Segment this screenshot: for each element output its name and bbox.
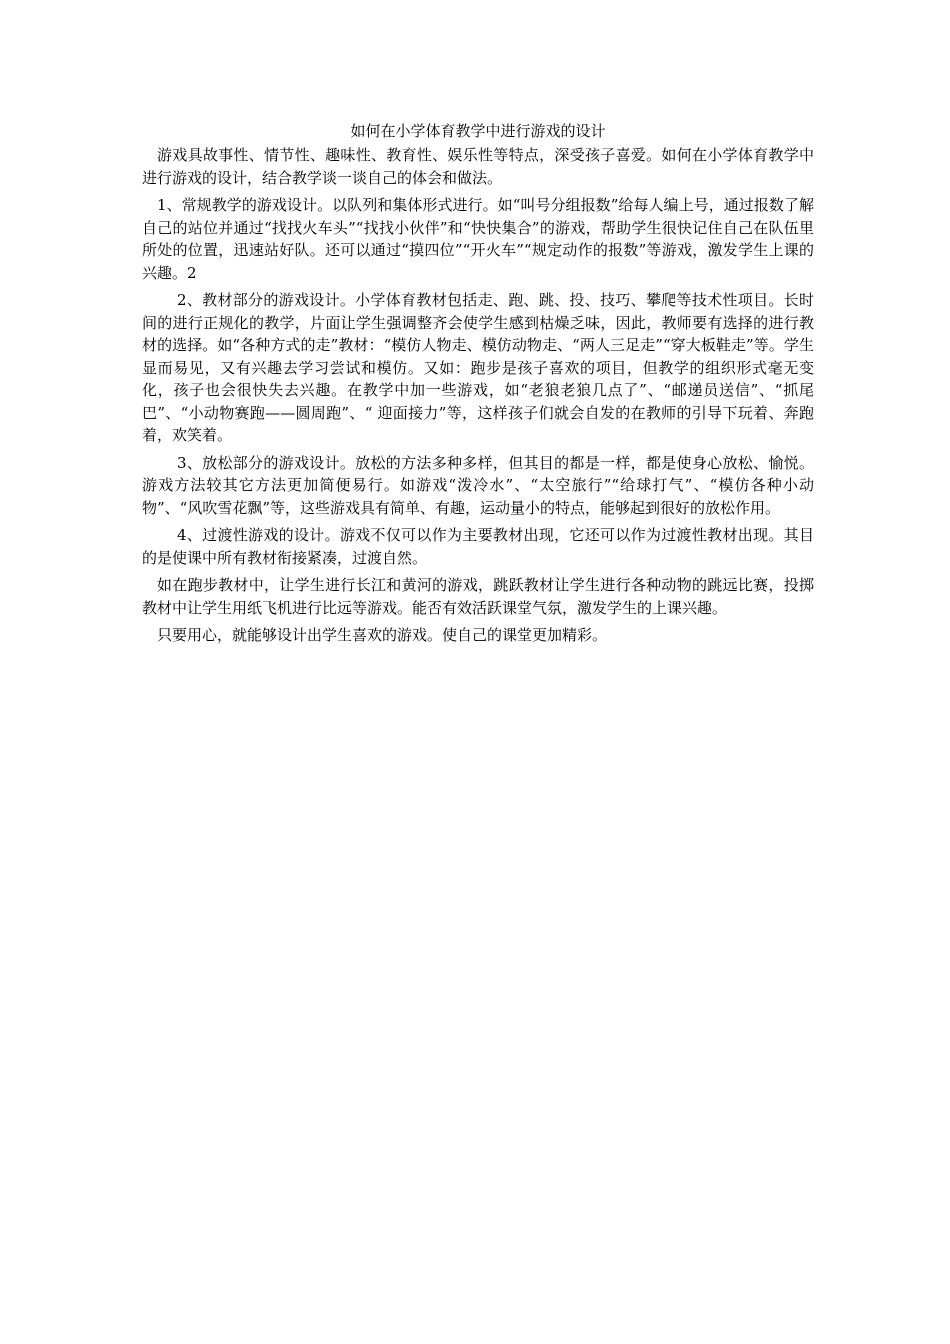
paragraph-transition-games: 4、过渡性游戏的设计。游戏不仅可以作为主要教材出现，它还可以作为过渡性教材出现。其目的是使课中所有教材衔接紧凑，过渡自然。	[142, 526, 814, 567]
paragraph-intro: 游戏具故事性、情节性、趣味性、教育性、娱乐性等特点，深受孩子喜爱。如何在小学体育教学中进行游戏的设计，结合教学谈一谈自己的体会和做法。	[142, 146, 814, 187]
paragraph-material-games: 2、教材部分的游戏设计。小学体育教材包括走、跑、跳、投、技巧、攀爬等技术性项目。长时间的进行正规化的教学，片面让学生强调整齐会使学生感到枯燥乏味，因此，教师要有选择的进行教材的选择。如“各种方式的走”教材：“模仿人物走、模仿动物走、“两人三足走”“穿大板鞋走”等。学生显而易见，又有兴趣去学习尝试和模仿。又如：跑步是孩子喜欢的项目，但教学的组织形式毫无变化，孩子也会很快失去兴趣。在教学中加一些游戏，如“老狼老狼几点了”、“邮递员送信”、“抓尾巴”、“小动物赛跑——圆周跑”、“ 迎面接力”等，这样孩子们就会自发的在教师的引导下玩着、奔跑着，欢笑着。	[142, 291, 814, 444]
paragraph-examples: 如在跑步教材中，让学生进行长江和黄河的游戏，跳跃教材让学生进行各种动物的跳远比赛，投掷教材中让学生用纸飞机进行比远等游戏。能否有效活跃课堂气氛，激发学生的上课兴趣。	[142, 576, 814, 617]
paragraph-conclusion: 只要用心，就能够设计出学生喜欢的游戏。使自己的课堂更加精彩。	[157, 626, 608, 644]
document-title: 如何在小学体育教学中进行游戏的设计	[350, 122, 606, 140]
document-body	[142, 120, 814, 652]
paragraph-routine-games: 1、常规教学的游戏设计。以队列和集体形式进行。如“叫号分组报数”给每人编上号，通过报数了解自己的站位并通过“找找火车头”“找找小伙伴”和“快快集合”的游戏，帮助学生很快记住自己在队伍里所处的位置，迅速站好队。还可以通过“摸四位”“开火车”“规定动作的报数”等游戏，激发学生上课的兴趣。2	[142, 196, 814, 282]
paragraph-relaxation-games: 3、放松部分的游戏设计。放松的方法多种多样，但其目的都是一样，都是使身心放松、愉悦。游戏方法较其它方法更加简便易行。如游戏“泼冷水”、“太空旅行”“给球打气”、“模仿各种小动物”、“风吹雪花飘”等，这些游戏具有简单、有趣，运动量小的特点，能够起到很好的放松作用。	[142, 453, 814, 517]
